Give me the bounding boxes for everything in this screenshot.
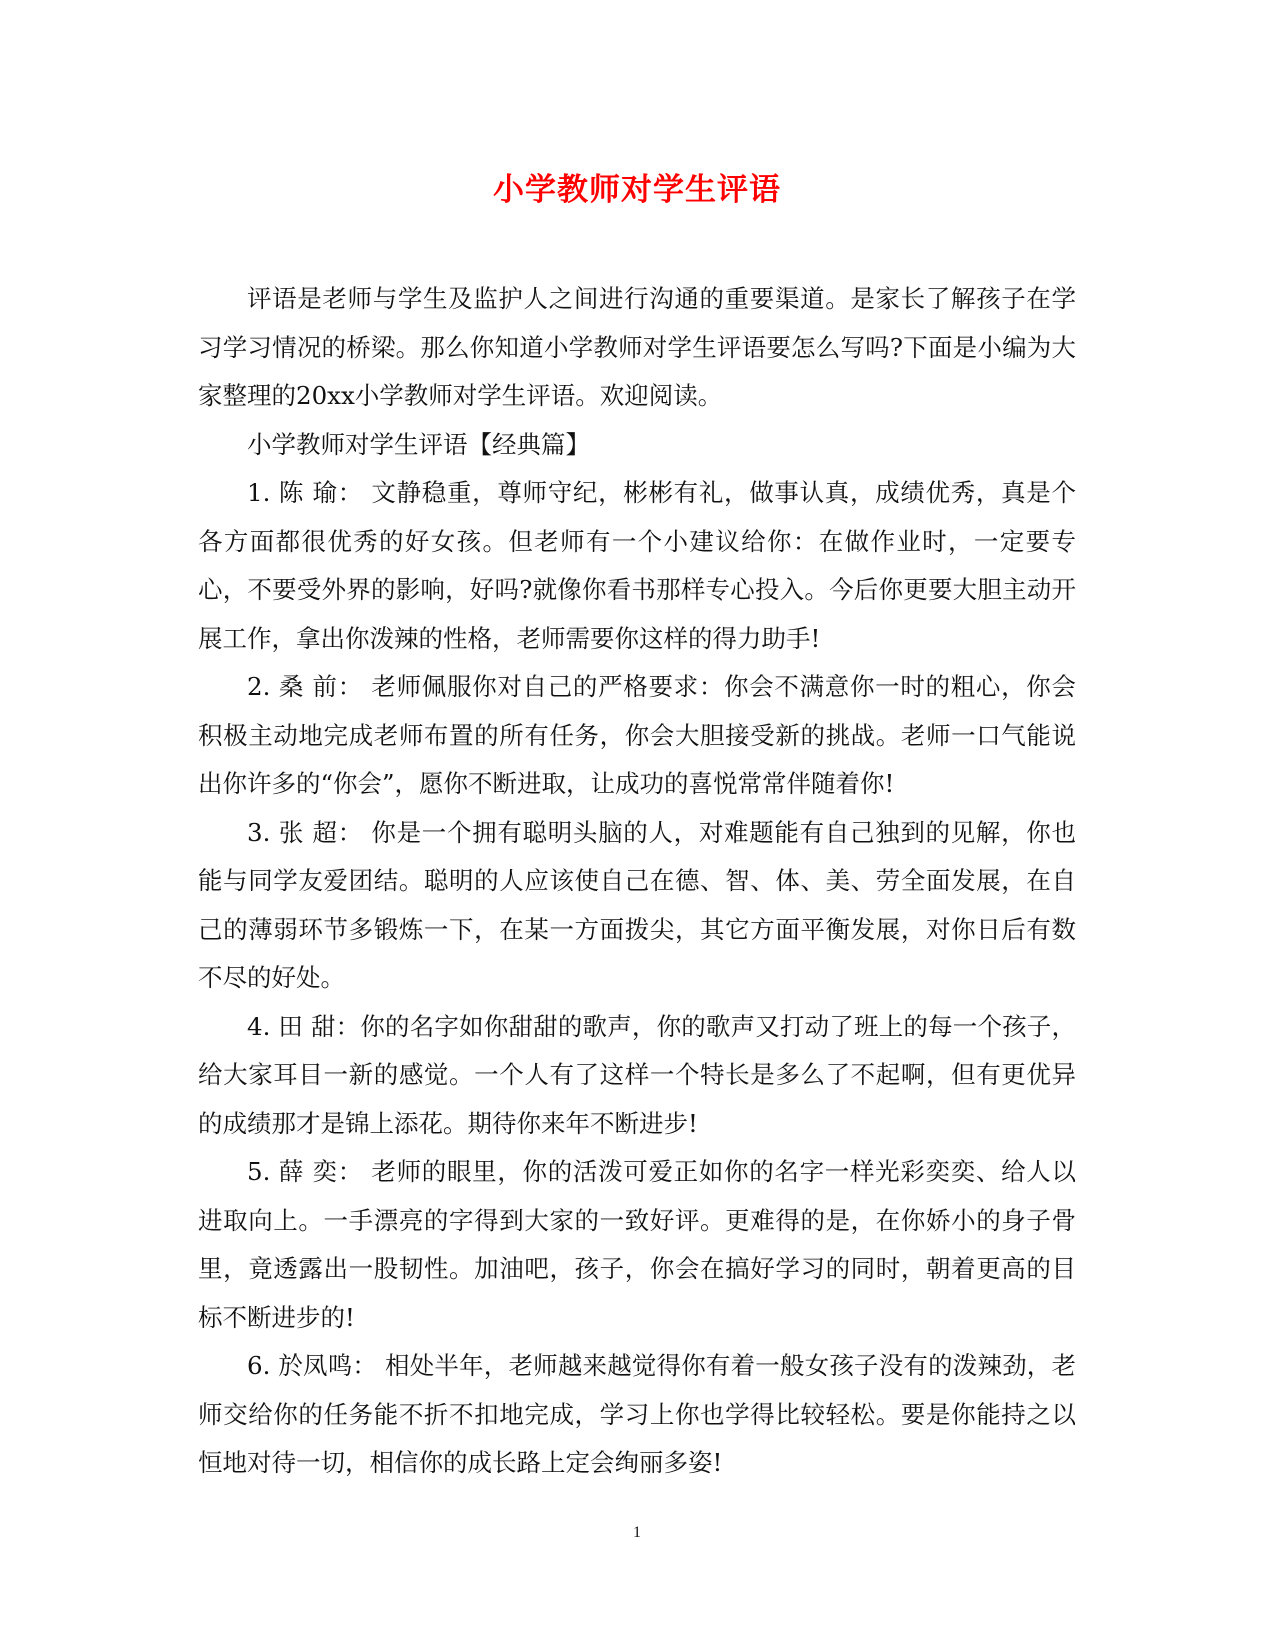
document-body xyxy=(198,275,1076,1488)
comment-paragraph-6: 6. 於凤鸣： 相处半年，老师越来越觉得你有着一般女孩子没有的泼辣劲，老师交给你的任务能不折不扣地完成，学习上你也学得比较轻松。要是你能持之以恒地对待一切，相信你的成长路上定会绚丽多姿! xyxy=(198,1351,1076,1477)
intro-paragraph: 评语是老师与学生及监护人之间进行沟通的重要渠道。是家长了解孩子在学习学习情况的桥梁。那么你知道小学教师对学生评语要怎么写吗?下面是小编为大家整理的20xx小学教师对学生评语。欢迎阅读。 xyxy=(198,284,1076,410)
comment-paragraph-2: 2. 桑 前： 老师佩服你对自己的严格要求：你会不满意你一时的粗心，你会积极主动地完成老师布置的所有任务，你会大胆接受新的挑战。老师一口气能说出你许多的“你会”，愿你不断进取，让成功的喜悦常常伴随着你! xyxy=(198,672,1076,798)
comment-paragraph-3: 3. 张 超： 你是一个拥有聪明头脑的人，对难题能有自己独到的见解，你也能与同学友爱团结。聪明的人应该使自己在德、智、体、美、劳全面发展，在自己的薄弱环节多锻炼一下，在某一方面拨尖，其它方面平衡发展，对你日后有数不尽的好处。 xyxy=(198,817,1076,992)
document-title: 小学教师对学生评语 xyxy=(493,172,781,208)
comment-paragraph-4: 4. 田 甜：你的名字如你甜甜的歌声，你的歌声又打动了班上的每一个孩子，给大家耳目一新的感觉。一个人有了这样一个特长是多么了不起啊，但有更优异的成绩那才是锦上添花。期待你来年不断进步! xyxy=(198,1011,1076,1138)
page-number: 1 xyxy=(633,1524,641,1541)
comment-paragraph-5: 5. 薛 奕： 老师的眼里，你的活泼可爱正如你的名字一样光彩奕奕、给人以进取向上。一手漂亮的字得到大家的一致好评。更难得的是，在你娇小的身子骨里，竟透露出一股韧性。加油吧，孩子，你会在搞好学习的同时，朝着更高的目标不断进步的! xyxy=(198,1157,1076,1332)
section-heading: 小学教师对学生评语【经典篇】 xyxy=(247,429,590,459)
comment-paragraph-1: 1. 陈 瑜： 文静稳重，尊师守纪，彬彬有礼，做事认真，成绩优秀，真是个各方面都很优秀的好女孩。但老师有一个小建议给你：在做作业时，一定要专心，不要受外界的影响，好吗?就像你看书那样专心投入。今后你更要大胆主动开展工作，拿出你泼辣的性格，老师需要你这样的得力助手! xyxy=(198,478,1076,653)
